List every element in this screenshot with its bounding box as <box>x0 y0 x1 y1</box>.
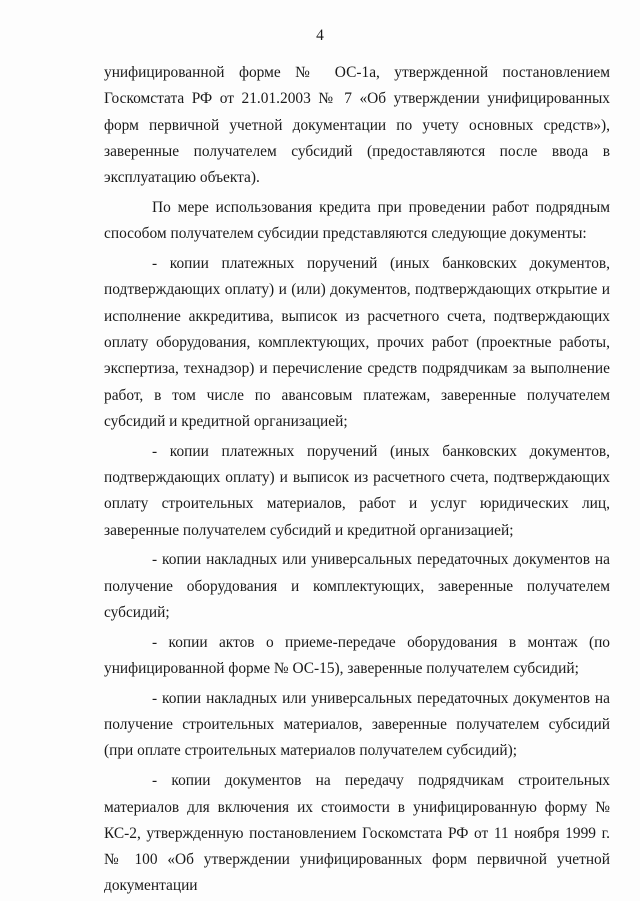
list-item-transfer-documents: - копии документов на передачу подрядчикам строительных материалов для включения их стоимости в унифицированную форму № КС-2, утвержденную постановлением Госкомстата РФ от 11 ноября 1999 г. № 100 «Об утверждении унифицированных форм первичной учетной документации <box>104 772 610 895</box>
list-item-payment-orders-materials: - копии платежных поручений (иных банковских документов, подтверждающих оплату) и выписок из расчетного счета, подтверждающих оплату строительных материалов, работ и услуг юридических лиц, заверенные получателем субсидий и кредитной организацией; <box>104 442 610 539</box>
list-item-payment-orders: - копии платежных поручений (иных банковских документов, подтверждающих оплату) и (или) документов, подтверждающих открытие и исполнение аккредитива, выписок из расчетного счета, подтверждающих оплату оборудования, комплектующих, прочих работ (проектные работы, экспертиза, технадзор) и перечисление средств подрядчикам за выполнение работ, в том числе по авансовым платежам, заверенные получателем субсидий и кредитной организацией; <box>104 255 610 430</box>
list-item-invoices-materials: - копии накладных или универсальных передаточных документов на получение строительных материалов, заверенные получателем субсидий (при оплате строительных материалов получателем субсидий); <box>104 689 610 760</box>
paragraph-intro: По мере использования кредита при проведении работ подрядным способом получателем субсидии представляются следующие документы: <box>104 198 610 243</box>
list-item-acceptance-acts: - копии актов о приеме-передаче оборудования в монтаж (по унифицированной форме № ОС-15), заверенные получателем субсидий; <box>104 633 610 678</box>
page-number: 4 <box>316 27 324 44</box>
list-item-invoices-equipment: - копии накладных или универсальных передаточных документов на получение оборудования и комплектующих, заверенные получателем субсидий; <box>104 551 610 621</box>
paragraph-continuation: унифицированной форме № ОС-1а, утвержденной постановлением Госкомстата РФ от 21.01.2003 № 7 «Об утверждении унифицированных форм первичной учетной документации по учету основных средств»), заверенные получателем субсидий (предоставляются после ввода в эксплуатацию объекта). <box>104 64 610 187</box>
document-body <box>104 60 610 903</box>
